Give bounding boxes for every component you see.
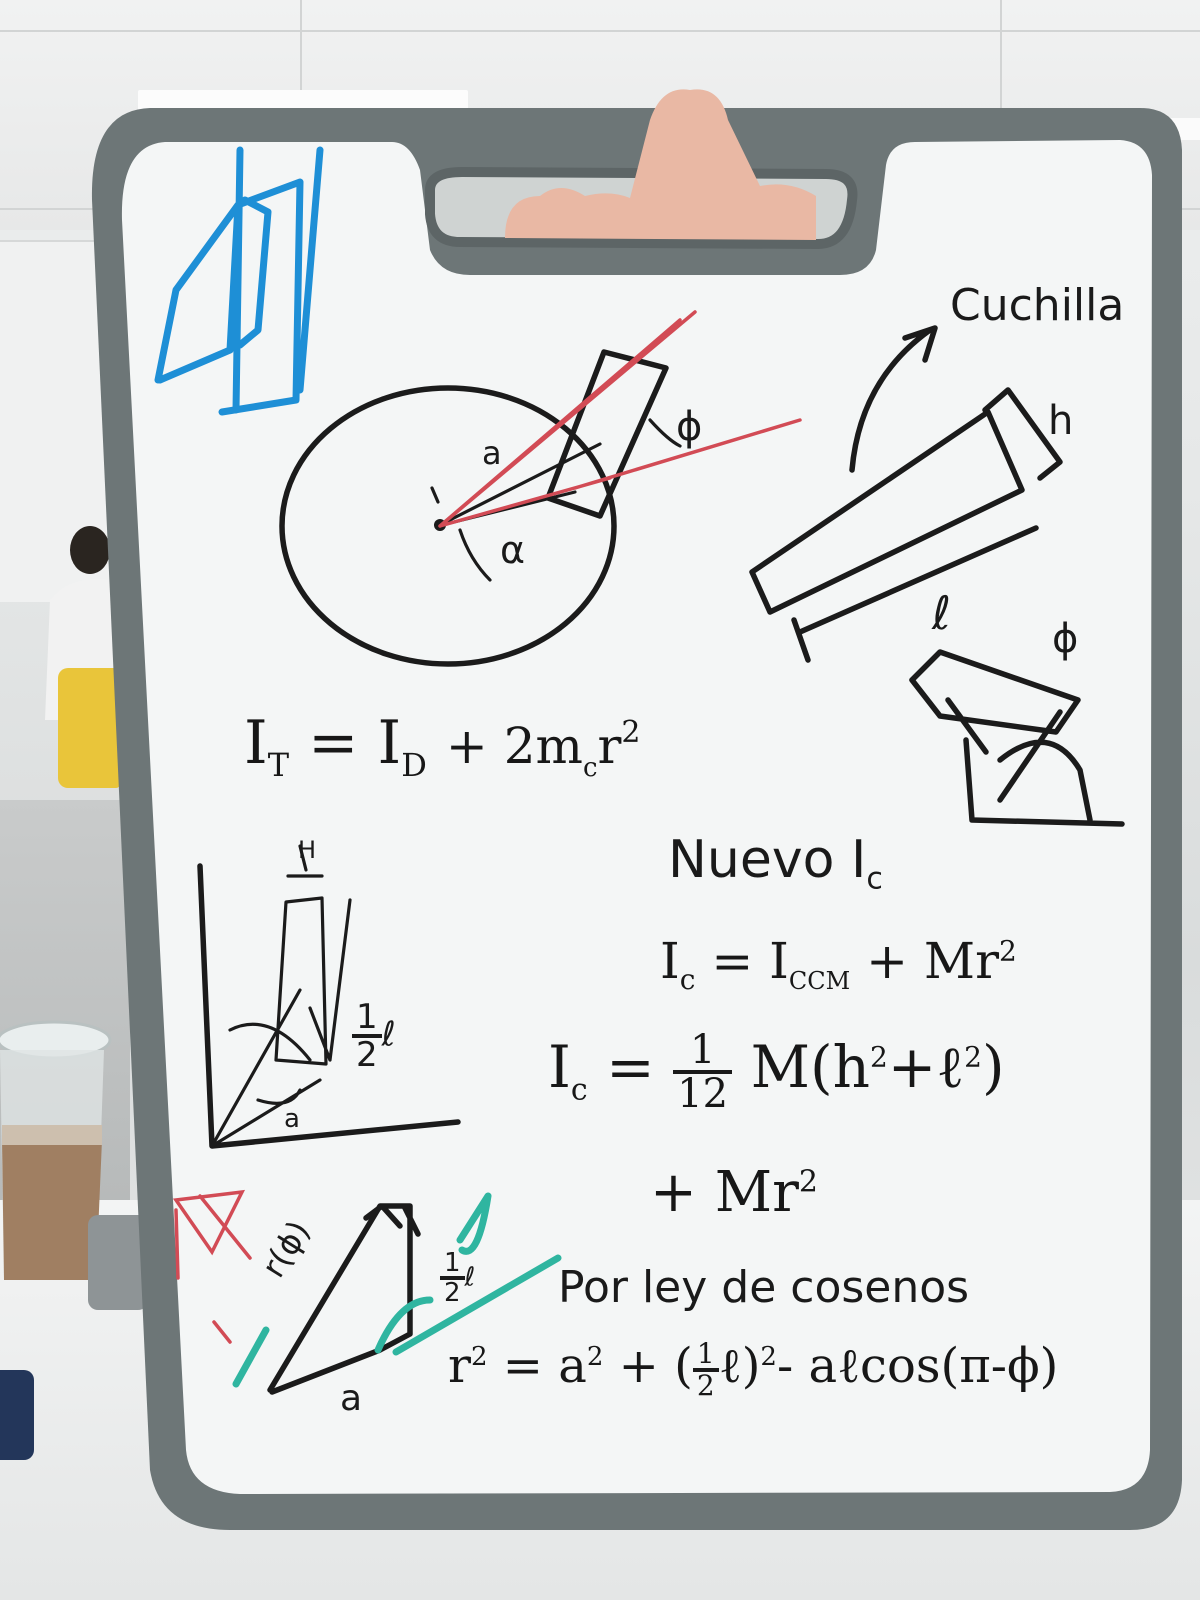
label-phi-right: ϕ: [1052, 616, 1079, 662]
eq3-num: 1: [673, 1030, 732, 1074]
label-a-top: a: [482, 434, 502, 472]
eq3-lhs: I: [548, 1033, 571, 1102]
label-half-l-bottom: [440, 1250, 475, 1306]
eq2-lhs: I: [660, 932, 680, 990]
eq3-sq1: 2: [869, 1040, 888, 1074]
equation-ic-tail: [650, 1160, 818, 1225]
label-half-l: [352, 997, 396, 1075]
label-alpha-small: a: [284, 1104, 300, 1134]
eq3-tail-sq: 2: [798, 1164, 818, 1200]
half-num-small: 1: [440, 1250, 465, 1280]
half-l-symbol-small: ℓ: [464, 1262, 476, 1293]
cos-mid: + (: [618, 1338, 693, 1394]
eq1-rest-sub: c: [582, 753, 598, 783]
equation-it: [244, 708, 641, 784]
half-fraction: [352, 997, 382, 1075]
eq2-tail: + Mr: [866, 932, 1000, 990]
eq2-sq: 2: [999, 934, 1017, 968]
cos-sq2: 2: [586, 1342, 604, 1372]
cos-eq: = a: [502, 1338, 587, 1394]
cos-sq: 2: [470, 1342, 488, 1372]
cos-l: ℓ): [718, 1338, 761, 1394]
ley-cosenos-heading: Por ley de cosenos: [558, 1262, 970, 1313]
eq1-rest: + 2m: [445, 717, 583, 775]
eq1-eq: =: [308, 708, 359, 778]
half-den-small: 2: [444, 1278, 461, 1308]
label-phi-top: ϕ: [676, 404, 703, 450]
cos-sq3: 2: [760, 1342, 777, 1372]
half-num: 1: [352, 1000, 382, 1038]
cos-r: r: [448, 1338, 471, 1394]
label-cuchilla: Cuchilla: [950, 280, 1125, 331]
eq3-eq: =: [606, 1033, 655, 1102]
cos-num: 1: [693, 1340, 719, 1372]
eq3-den: 12: [677, 1071, 729, 1117]
cos-fraction: [693, 1336, 719, 1402]
label-l: ℓ: [932, 586, 952, 640]
eq3-tail: + Mr: [650, 1160, 799, 1225]
equation-cosine-law: [448, 1338, 1058, 1400]
eq1-sq: 2: [621, 715, 641, 750]
eq3-close: ): [981, 1033, 1005, 1102]
label-a-bottom: a: [340, 1378, 363, 1419]
eq1-lhs-sub: T: [267, 746, 290, 784]
label-alpha: α: [500, 528, 526, 572]
nuevo-ic: [668, 830, 883, 896]
eq3-plus: +ℓ: [887, 1033, 965, 1102]
equation-ic-full: [548, 1027, 1005, 1117]
half-l-symbol: ℓ: [381, 1014, 396, 1055]
eq2-rhs: = I: [711, 932, 789, 990]
eq3-lhs-sub: c: [570, 1072, 588, 1108]
eq3-sq2: 2: [964, 1040, 982, 1074]
cos-den: 2: [696, 1368, 715, 1402]
label-r-phi: r(ϕ): [254, 1213, 318, 1285]
eq1-r: r: [597, 717, 622, 775]
half-fraction-small: [440, 1250, 465, 1306]
half-den: 2: [356, 1035, 378, 1075]
label-h: h: [1048, 398, 1074, 444]
cos-tail: - aℓcos(π-ϕ): [776, 1338, 1059, 1394]
eq3-fraction: [673, 1027, 732, 1117]
nuevo-text: Nuevo I: [668, 830, 867, 890]
eq1-id-sub: D: [401, 746, 427, 784]
eq1-lhs: I: [244, 708, 268, 778]
nuevo-sub: c: [866, 861, 883, 897]
equation-ic-ccm: [660, 932, 1017, 996]
label-H: H: [298, 836, 317, 864]
eq2-lhs-sub: c: [679, 963, 696, 996]
eq1-id: I: [377, 708, 402, 778]
eq2-rhs-sub: CCM: [788, 967, 851, 995]
eq3-body: M(h: [750, 1033, 870, 1102]
